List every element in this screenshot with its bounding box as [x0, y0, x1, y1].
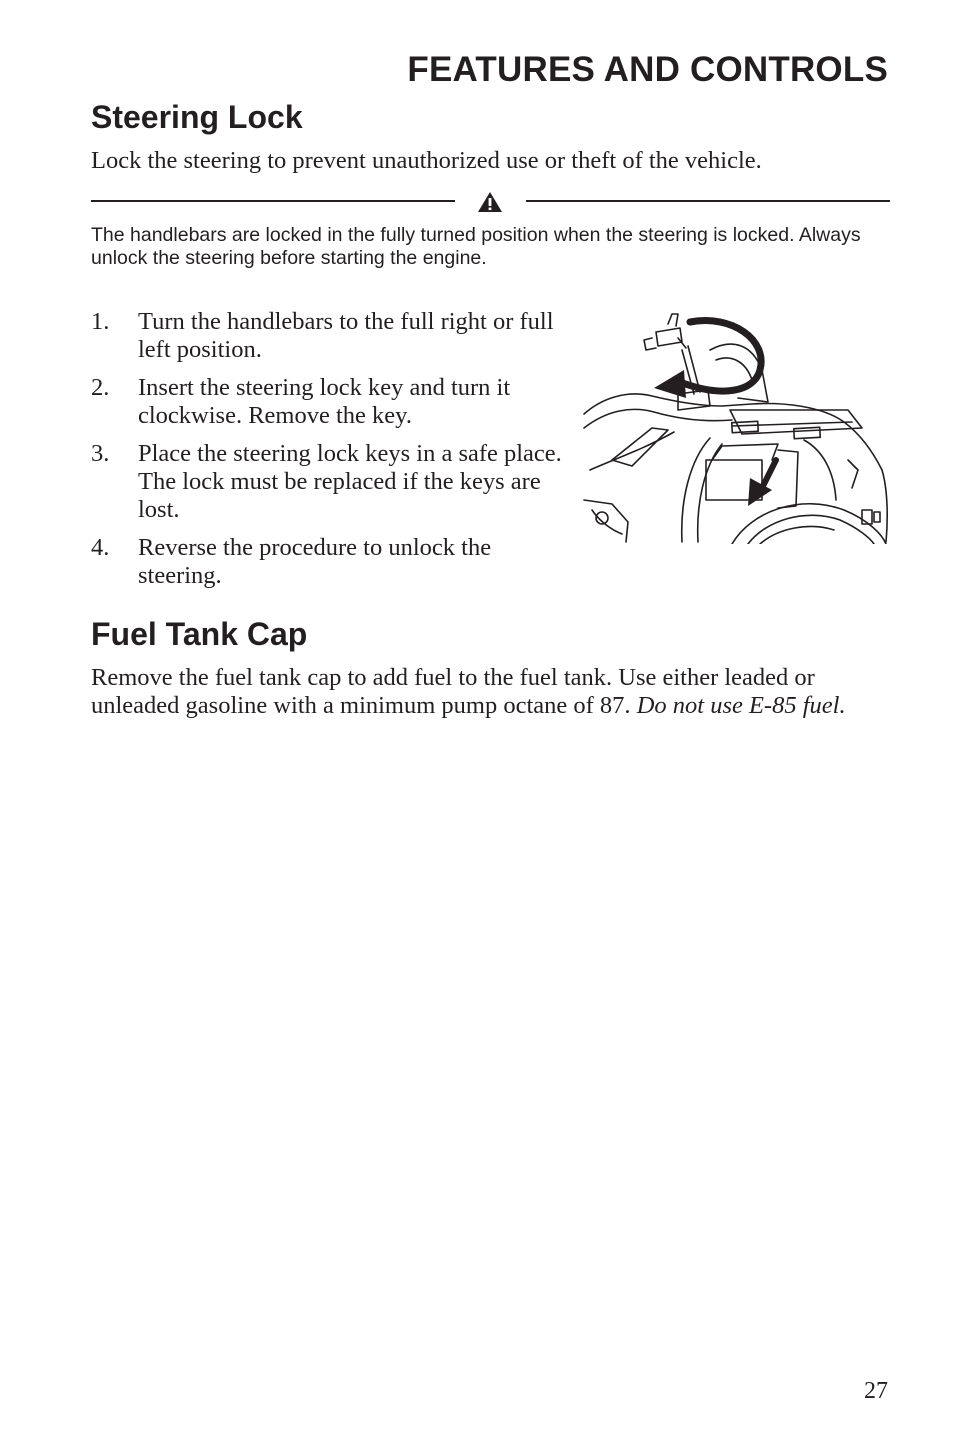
warning-divider-left	[91, 200, 455, 202]
step-item	[91, 308, 571, 364]
fuel-warning-italic: Do not use E-85 fuel.	[636, 692, 846, 719]
steering-lock-illustration	[582, 310, 890, 544]
step-text: Place the steering lock keys in a safe place. The lock must be replaced if the keys are lost.	[138, 440, 562, 523]
steering-lock-heading: Steering Lock	[91, 99, 303, 135]
fuel-tank-cap-text: Remove the fuel tank cap to add fuel to the fuel tank. Use either leaded or unleaded gasoline with a minimum pump octane of 87.	[91, 664, 815, 719]
step-number: 1.	[91, 308, 110, 335]
step-number: 4.	[91, 534, 110, 561]
step-item	[91, 374, 571, 430]
step-text: Turn the handlebars to the full right or full left position.	[138, 308, 554, 363]
step-item	[91, 534, 571, 590]
step-number: 3.	[91, 440, 110, 467]
fuel-tank-cap-body	[91, 664, 891, 720]
chapter-title: FEATURES AND CONTROLS	[407, 50, 888, 89]
steering-lock-steps	[91, 308, 571, 600]
step-text: Insert the steering lock key and turn it clockwise. Remove the key.	[138, 374, 511, 429]
step-item	[91, 440, 571, 524]
step-number: 2.	[91, 374, 110, 401]
warning-text: The handlebars are locked in the fully turned position when the steering is locked. Always unlock the steering before starting the engine.	[91, 224, 861, 269]
fuel-tank-cap-heading: Fuel Tank Cap	[91, 616, 308, 652]
steering-lock-intro: Lock the steering to prevent unauthorized use or theft of the vehicle.	[91, 147, 762, 174]
page-number: 27	[864, 1378, 888, 1404]
warning-triangle-icon	[477, 191, 503, 213]
warning-divider-right	[526, 200, 890, 202]
step-text: Reverse the procedure to unlock the steering.	[138, 534, 492, 589]
